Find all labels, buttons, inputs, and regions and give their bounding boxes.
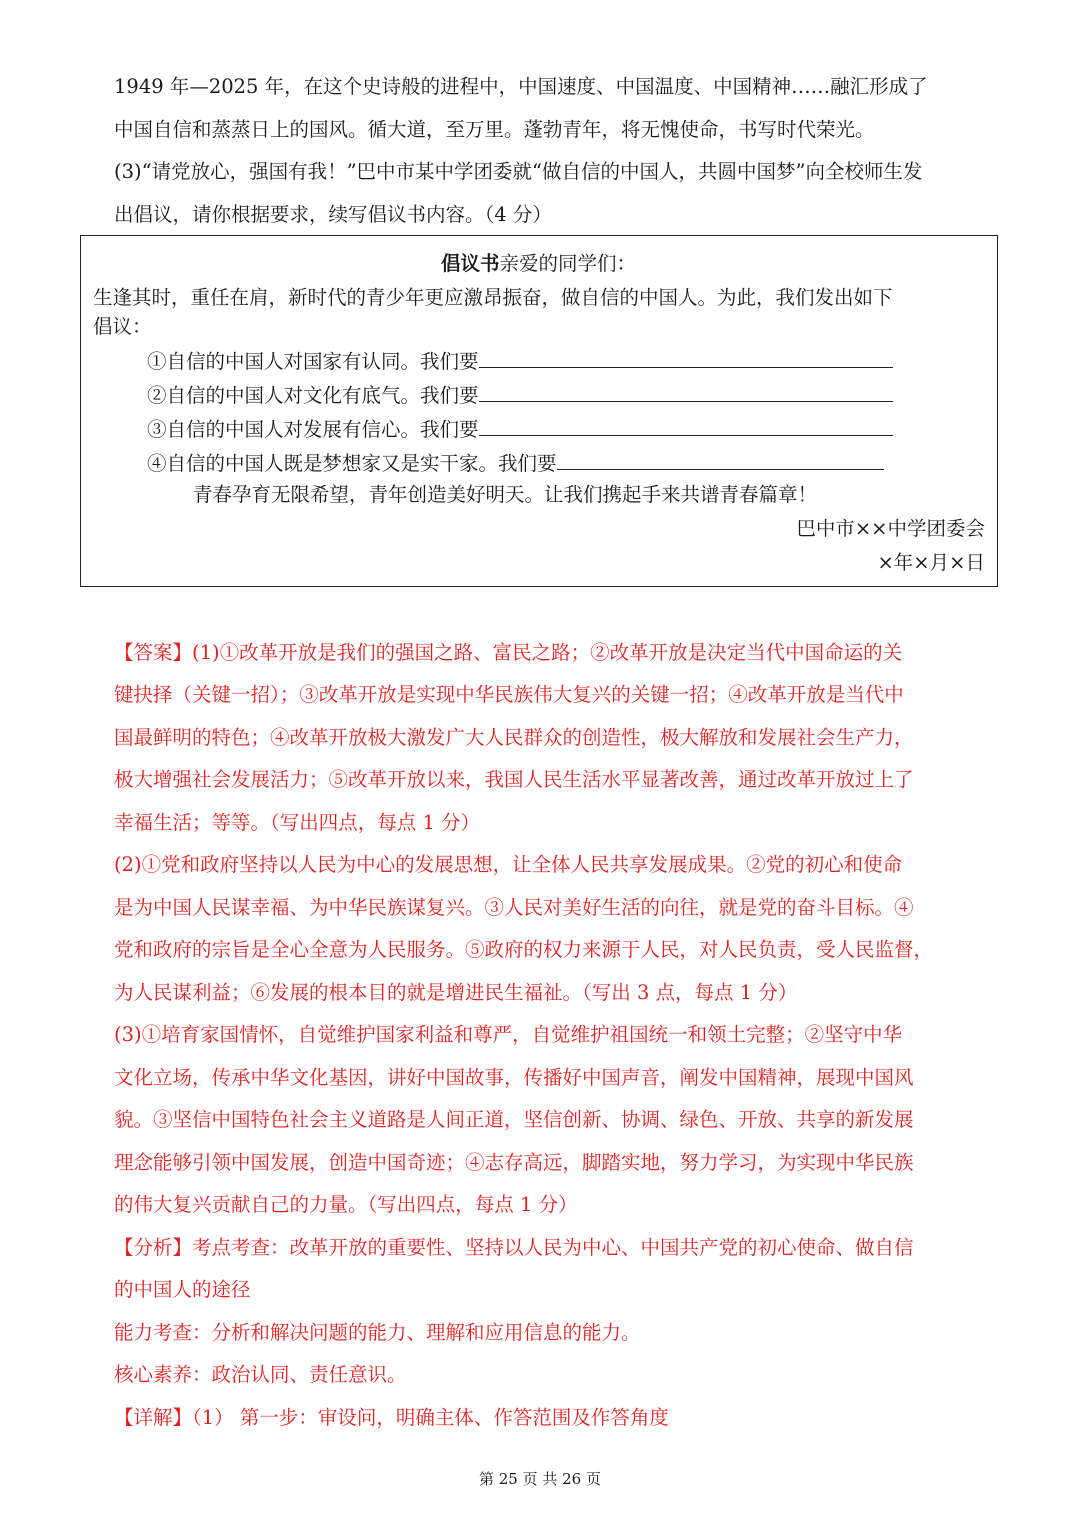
question-3-line-2: 出倡议，请你根据要求，续写倡议书内容。（4 分）: [114, 203, 552, 226]
proposal-heading: [81, 254, 996, 274]
proposal-intro-2: 倡议：: [93, 315, 152, 338]
answer-blank-2[interactable]: [479, 383, 893, 402]
answer-3-line-1: (3)①培育家国情怀，自觉维护国家利益和尊严，自觉维护祖国统一和领土完整；②坚守中华: [114, 1023, 903, 1046]
proposal-greeting: 亲爱的同学们：: [499, 252, 637, 275]
answer-1-line-5: 幸福生活；等等。（写出四点，每点 1 分）: [114, 811, 481, 834]
proposal-item-1: [147, 349, 893, 372]
intro-line-2: 中国自信和蒸蒸日上的国风。循大道，至万里。蓬勃青年，将无愧使命，书写时代荣光。: [114, 118, 875, 141]
answer-1-line-2: 键抉择（关键一招）；③改革开放是实现中华民族伟大复兴的关键一招；④改革开放是当代中: [114, 683, 904, 706]
proposal-item-4: [147, 451, 884, 474]
answer-1-line-4: 极大增强社会发展活力；⑤改革开放以来，我国人民生活水平显著改善，通过改革开放过上了: [114, 768, 914, 791]
proposal-item-4-text: ④自信的中国人既是梦想家又是实干家。我们要: [147, 452, 557, 475]
proposal-item-3-text: ③自信的中国人对发展有信心。我们要: [147, 418, 479, 441]
intro-line-1: 1949 年—2025 年，在这个史诗般的进程中，中国速度、中国温度、中国精神……融汇形成了: [114, 75, 928, 98]
answer-blank-1[interactable]: [479, 349, 893, 368]
proposal-box: [80, 235, 998, 587]
page-footer: 第 25 页 共 26 页: [478, 1470, 601, 1488]
proposal-intro-1: 生逢其时，重任在肩，新时代的青少年更应激昂振奋，做自信的中国人。为此，我们发出如下: [93, 286, 893, 309]
proposal-item-1-text: ①自信的中国人对国家有认同。我们要: [147, 350, 479, 373]
answer-3-line-4: 理念能够引领中国发展，创造中国奇迹；④志存高远，脚踏实地，努力学习，为实现中华民族: [114, 1151, 914, 1174]
proposal-item-2: [147, 383, 893, 406]
proposal-closing: 青春孕育无限希望，青年创造美好明天。让我们携起手来共谱青春篇章！: [193, 483, 818, 506]
proposal-signature: 巴中市××中学团委会: [796, 517, 985, 540]
proposal-title: 倡议书: [440, 252, 500, 275]
analysis-line-1: 【分析】考点考查：改革开放的重要性、坚持以人民为中心、中国共产党的初心使命、做自信: [114, 1236, 914, 1259]
question-3-line-1: (3)“请党放心，强国有我！”巴中市某中学团委就“做自信的中国人，共圆中国梦”向全校师生发: [114, 160, 923, 183]
answer-2-line-2: 是为中国人民谋幸福、为中华民族谋复兴。③人民对美好生活的向往，就是党的奋斗目标。④: [114, 896, 914, 919]
answer-2-line-1: (2)①党和政府坚持以人民为中心的发展思想，让全体人民共享发展成果。②党的初心和使命: [114, 853, 903, 876]
answer-1-line-1: 【答案】(1)①改革开放是我们的强国之路、富民之路；②改革开放是决定当代中国命运的关: [114, 641, 903, 664]
proposal-item-2-text: ②自信的中国人对文化有底气。我们要: [147, 384, 479, 407]
answer-1-line-3: 国最鲜明的特色；④改革开放极大激发广大人民群众的创造性，极大解放和发展社会生产力，: [114, 726, 914, 749]
proposal-date: ×年×月×日: [877, 551, 985, 574]
answer-3-line-2: 文化立场，传承中华文化基因，讲好中国故事，传播好中国声音，阐发中国精神，展现中国风: [114, 1066, 914, 1089]
analysis-line-2: 的中国人的途径: [114, 1278, 251, 1301]
answer-3-line-5: 的伟大复兴贡献自己的力量。（写出四点，每点 1 分）: [114, 1193, 578, 1216]
answer-2-line-3: 党和政府的宗旨是全心全意为人民服务。⑤政府的权力来源于人民，对人民负责，受人民监督，: [114, 938, 934, 961]
answer-3-line-3: 貌。③坚信中国特色社会主义道路是人间正道，坚信创新、协调、绿色、开放、共享的新发展: [114, 1108, 914, 1131]
ability-line: 能力考查：分析和解决问题的能力、理解和应用信息的能力。: [114, 1321, 641, 1344]
answer-blank-4[interactable]: [557, 451, 884, 470]
proposal-item-3: [147, 417, 893, 440]
answer-blank-3[interactable]: [479, 417, 893, 436]
detail-line: 【详解】（1） 第一步：审设问，明确主体、作答范围及作答角度: [114, 1406, 669, 1429]
answer-2-line-4: 为人民谋利益；⑥发展的根本目的就是增进民生福祉。（写出 3 点，每点 1 分）: [114, 981, 798, 1004]
literacy-line: 核心素养：政治认同、责任意识。: [114, 1363, 407, 1386]
